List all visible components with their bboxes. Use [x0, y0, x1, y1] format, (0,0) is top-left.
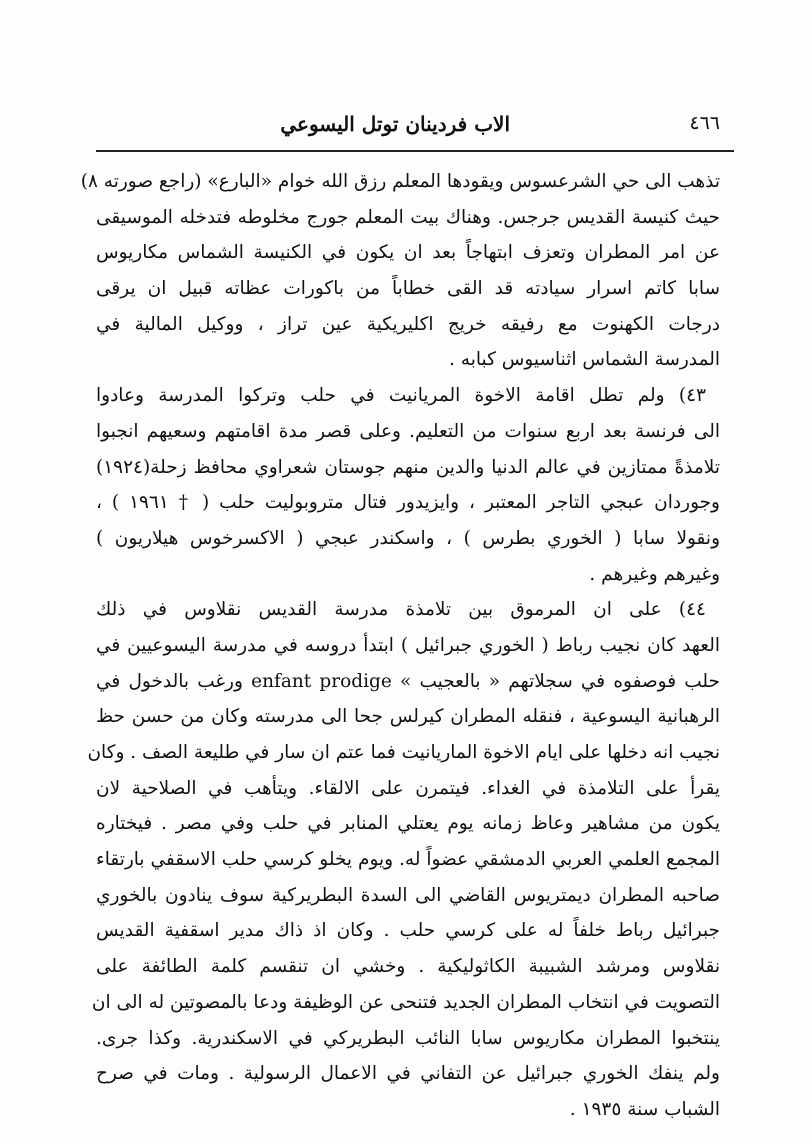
text-line: يكون من مشاهير وعاظ زمانه يوم يعتلي المنابر في حلب وفي مصر . فيختاره [96, 813, 720, 835]
header-rule [96, 150, 734, 152]
text-line: الى فرنسة بعد اربع سنوات من التعليم. وعلى قصر مدة اقامتهم وسعيهم انجبوا [96, 420, 720, 442]
text-line: حيث كنيسة القديس جرجس. وهناك بيت المعلم جورج مخلوطه فتدخله الموسيقى [96, 206, 720, 228]
text-line: صاحبه المطران ديمتريوس القاضي الى السدة البطريركية سوف ينادون بالخوري [96, 884, 720, 906]
text-line: نجيب انه دخلها على ايام الاخوة الماريانيت فما عتم ان سار في طليعة الصف . وكان [87, 742, 720, 763]
text-line: عن امر المطران وتعزف ابتهاجاً بعد ان يكون في الكنيسة الشماس مكاريوس [96, 242, 720, 264]
text-line: ينتخبوا المطران مكاريوس سابا النائب البطريركي في الاسكندرية. وكذا جرى. [96, 1027, 720, 1049]
text-line: المجمع العلمي العربي الدمشقي عضواً له. ويوم يخلو كرسي حلب الاسقفي بارتقاء [96, 849, 720, 871]
text-line: تلامذةً ممتازين في عالم الدنيا والدين منهم جوستان شعراوي محافظ زحلة(١٩٢٤) [96, 456, 720, 478]
text-line: ونقولا سابا ( الخوري بطرس ) ، واسكندر عبجي ( الاكسرخوس هيلاريون ) [96, 527, 720, 549]
text-line: تذهب الى حي الشرعسوس ويقودها المعلم رزق الله خوام «البارع» (راجع صورته ٨) [80, 171, 720, 192]
text-line: ولم ينفك الخوري جبرائيل عن التفاني في الاعمال الرسولية . ومات في صرح [96, 1063, 720, 1085]
text-line: نقلاوس ومرشد الشبيبة الكاثوليكية . وخشي ان تنقسم كلمة الطائفة على [96, 956, 720, 978]
text-line: الرهبانية اليسوعية ، فنقله المطران كيرلس جحا الى مدرسته وكان من حسن حظ [96, 706, 720, 728]
page-number: ٤٦٦ [689, 112, 720, 134]
page-header [110, 112, 720, 144]
text-line: سابا كاتم اسرار سيادته قد القى خطاباً من باكورات عظاته قبيل ان يرقى [96, 278, 720, 300]
body-text [80, 164, 720, 1128]
text-line: وغيرهم وغيرهم . [589, 563, 720, 585]
text-line: العهد كان نجيب رباط ( الخوري جبرائيل ) ابتدأ دروسه في مدرسة اليسوعيين في [96, 634, 720, 656]
text-line: وجوردان عبجي التاجر المعتبر ، وايزيدور فتال متروبوليت حلب ( † ١٩٦١ ) ، [96, 492, 720, 514]
text-line: المدرسة الشماس اثناسيوس كبابه . [449, 349, 720, 371]
paragraph-44-start: ٤٤) على ان المرموق بين تلامذة مدرسة القديس نقلاوس في ذلك [96, 599, 706, 621]
text-line: جبرائيل رباط خلفاً له على كرسي حلب . وكان اذ ذاك مدير اسقفية القديس [96, 920, 720, 942]
paragraph-43-start: ٤٣) ولم تطل اقامة الاخوة المريانيت في حلب وتركوا المدرسة وعادوا [96, 385, 706, 407]
running-title: الاب فردينان توتل اليسوعي [280, 112, 510, 136]
text-line: درجات الكهنوت مع رفيقه خريج اكليريكية عين تراز ، ووكيل المالية في [96, 313, 720, 335]
text-line: التصويت في انتخاب المطران الجديد فتنحى عن الوظيفة ودعا بالمصوتين له الى ان [91, 991, 720, 1013]
text-line: الشباب سنة ١٩٣٥ . [569, 1098, 720, 1120]
text-line: حلب فوصفوه في سجلاتهم « بالعجيب » enfant prodige ورغب بالدخول في [96, 670, 720, 692]
text-line: يقرأ على التلامذة في الغداء. فيتمرن على الالقاء. ويتأهب في الصلاحية لان [96, 777, 720, 799]
